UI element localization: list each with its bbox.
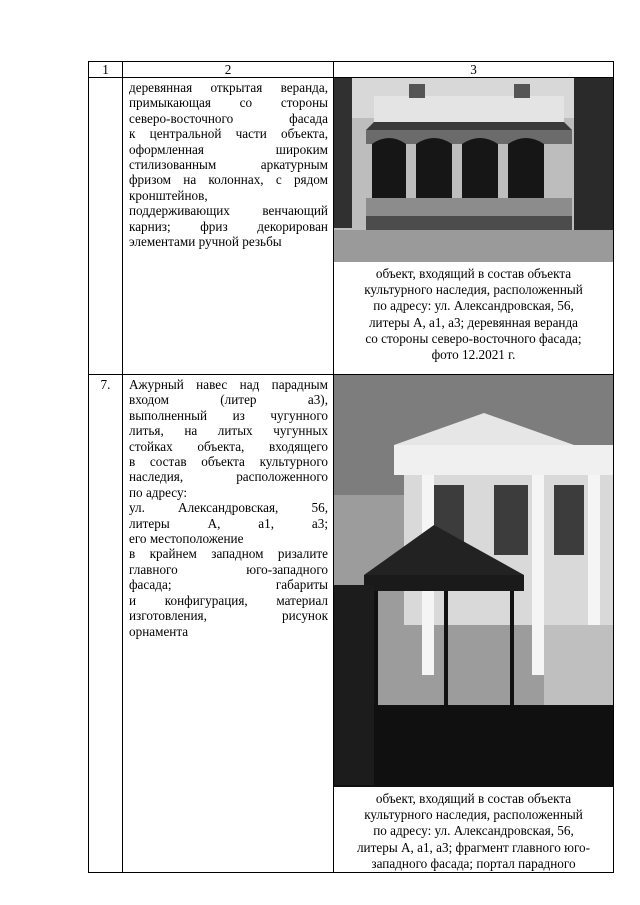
canopy-description xyxy=(123,375,334,873)
canopy-caption xyxy=(334,787,613,872)
row-number: 7. xyxy=(89,375,123,873)
desc-line: поддерживающих венчающий xyxy=(129,203,328,219)
caption-line: объект, входящий в состав объекта xyxy=(375,791,572,806)
desc-line: примыкающая со стороны xyxy=(129,95,328,111)
desc-line: кронштейнов, xyxy=(129,187,208,203)
desc-line: наследия, расположенного xyxy=(129,469,328,485)
desc-line: в состав объекта культурного xyxy=(129,454,328,470)
caption-line: культурного наследия, расположенный xyxy=(364,282,583,298)
row-number-empty xyxy=(89,78,123,375)
caption-line: со стороны северо-восточного фасада; xyxy=(365,330,582,346)
table-row-veranda xyxy=(89,78,614,375)
desc-line: ул. Александровская, 56, xyxy=(129,500,328,516)
desc-line: его местоположение xyxy=(129,531,244,547)
desc-line: орнамента xyxy=(129,623,189,639)
desc-line: деревянная открытая веранда, xyxy=(129,80,328,95)
desc-line: к центральной части объекта, xyxy=(129,126,328,142)
desc-line: входом (литер а3), xyxy=(129,392,328,408)
table-row-7 xyxy=(89,375,614,873)
desc-line: фризом на колоннах, с рядом xyxy=(129,172,328,188)
desc-line: северо-восточного фасада xyxy=(129,110,328,126)
caption-line: литеры А, а1, а3; фрагмент главного юго- xyxy=(356,839,591,855)
canopy-photo xyxy=(334,375,613,787)
desc-line: карниз; фриз декорирован xyxy=(129,218,328,234)
heritage-table xyxy=(88,61,614,873)
header-col-1: 1 xyxy=(89,62,123,78)
veranda-photo-cell xyxy=(334,78,614,375)
desc-line: в крайнем западном ризалите xyxy=(129,546,328,562)
desc-line: литеры А, а1, а3; xyxy=(129,515,328,531)
desc-line: фасада; габариты xyxy=(129,577,328,593)
desc-line: по адресу: xyxy=(129,484,188,500)
caption-line: западного фасада; портал парадного xyxy=(371,855,576,871)
caption-line: фото 12.2021 г. xyxy=(431,347,516,363)
desc-line: оформленная широким xyxy=(129,141,328,157)
caption-line: объект, входящий в состав объекта xyxy=(375,266,572,281)
caption-line: культурного наследия, расположенный xyxy=(364,807,583,823)
desc-line: литья, на литых чугунных xyxy=(129,423,328,439)
veranda-description xyxy=(123,78,334,375)
desc-line: стойках объекта, входящего xyxy=(129,438,328,454)
caption-line: литеры А, а1, а3; деревянная веранда xyxy=(368,314,579,330)
canopy-photo-cell xyxy=(334,375,614,873)
desc-line: элементами ручной резьбы xyxy=(129,234,282,250)
caption-line: по адресу: ул. Александровская, 56, xyxy=(373,298,574,314)
desc-line: стилизованным аркатурным xyxy=(129,157,328,173)
desc-line: и конфигурация, материал xyxy=(129,592,328,608)
desc-line: главного юго-западного xyxy=(129,561,328,577)
caption-line: по адресу: ул. Александровская, 56, xyxy=(373,823,574,839)
veranda-photo xyxy=(334,78,613,262)
desc-line: выполненный из чугунного xyxy=(129,407,328,423)
header-col-3: 3 xyxy=(334,62,614,78)
desc-line: Ажурный навес над парадным xyxy=(129,377,328,392)
veranda-caption xyxy=(334,262,613,363)
header-row xyxy=(89,62,614,78)
header-col-2: 2 xyxy=(123,62,334,78)
desc-line: изготовления, рисунок xyxy=(129,608,328,624)
